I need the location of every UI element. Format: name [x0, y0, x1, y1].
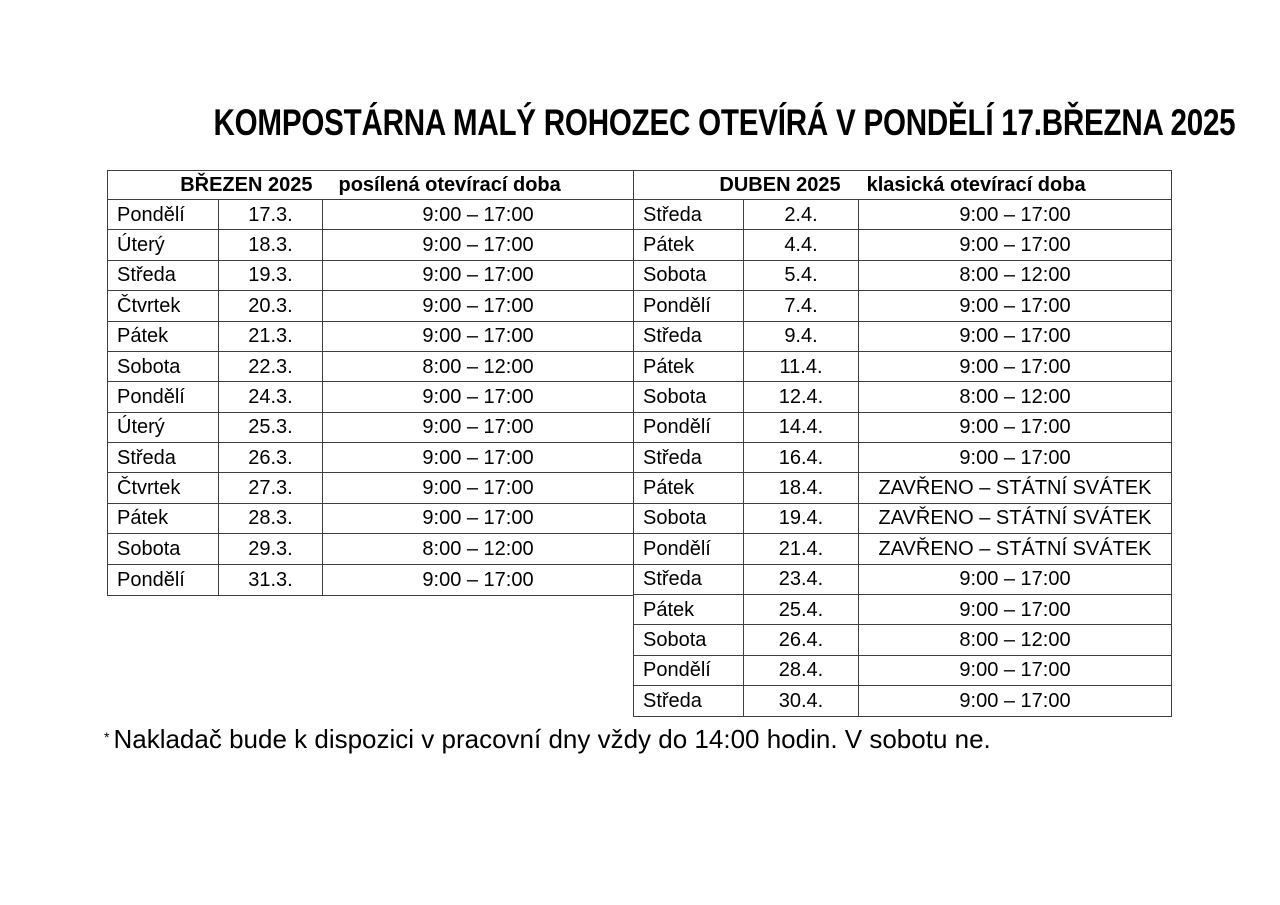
day-cell: Čtvrtek [108, 291, 219, 320]
date-cell: 18.4. [744, 473, 859, 502]
day-cell: Pondělí [108, 200, 219, 229]
day-cell: Středa [634, 565, 744, 594]
april-table-header [634, 171, 1171, 200]
hours-cell: 9:00 – 17:00 [422, 568, 534, 591]
march-schedule-type: posílená otevírací doba [338, 173, 561, 196]
day-cell: Pátek [634, 352, 744, 381]
table-row [634, 200, 1171, 230]
date-cell: 11.4. [744, 352, 859, 381]
hours-cell: 9:00 – 17:00 [959, 568, 1071, 591]
date-cell: 28.4. [744, 656, 859, 685]
date-cell: 17.3. [219, 200, 323, 229]
march-table-body [108, 200, 633, 595]
day-cell: Čtvrtek [108, 473, 219, 502]
hours-cell: 9:00 – 17:00 [959, 446, 1071, 469]
date-cell: 26.4. [744, 625, 859, 654]
hours-cell: 9:00 – 17:00 [959, 294, 1071, 317]
date-cell: 19.4. [744, 504, 859, 533]
april-schedule-type: klasická otevírací doba [866, 173, 1086, 196]
day-cell: Úterý [108, 413, 219, 442]
day-cell: Pondělí [634, 656, 744, 685]
date-cell: 25.3. [219, 413, 323, 442]
day-cell: Sobota [108, 534, 219, 563]
date-cell: 14.4. [744, 413, 859, 442]
table-row [634, 291, 1171, 321]
day-cell: Středa [634, 322, 744, 351]
date-cell: 7.4. [744, 291, 859, 320]
day-cell: Sobota [634, 504, 744, 533]
hours-cell: 9:00 – 17:00 [959, 659, 1071, 682]
date-cell: 19.3. [219, 261, 323, 290]
hours-cell: 8:00 – 12:00 [959, 264, 1071, 287]
date-cell: 2.4. [744, 200, 859, 229]
day-cell: Pondělí [634, 534, 744, 563]
date-cell: 23.4. [744, 565, 859, 594]
day-cell: Pondělí [108, 382, 219, 411]
date-cell: 28.3. [219, 504, 323, 533]
page-title: KOMPOSTÁRNA MALÝ ROHOZEC OTEVÍRÁ V PONDĚLÍ 17.BŘEZNA 2025 [213, 102, 1236, 143]
hours-cell: 8:00 – 12:00 [422, 537, 534, 560]
table-row [634, 443, 1171, 473]
table-row [108, 200, 633, 230]
april-table-body [634, 200, 1171, 716]
hours-cell: ZAVŘENO – STÁTNÍ SVÁTEK [878, 477, 1152, 500]
table-row [108, 534, 633, 564]
table-row [108, 473, 633, 503]
hours-cell: 9:00 – 17:00 [959, 416, 1071, 439]
table-row [634, 322, 1171, 352]
day-cell: Pondělí [108, 565, 219, 595]
date-cell: 12.4. [744, 382, 859, 411]
table-row [634, 261, 1171, 291]
day-cell: Sobota [634, 382, 744, 411]
date-cell: 25.4. [744, 595, 859, 624]
hours-cell: 9:00 – 17:00 [422, 477, 534, 500]
march-table-header [108, 171, 633, 200]
hours-cell: 9:00 – 17:00 [422, 294, 534, 317]
day-cell: Pátek [634, 595, 744, 624]
day-cell: Pondělí [634, 291, 744, 320]
day-cell: Pátek [108, 504, 219, 533]
table-row [108, 382, 633, 412]
table-row [108, 230, 633, 260]
date-cell: 22.3. [219, 352, 323, 381]
day-cell: Středa [108, 261, 219, 290]
table-row [634, 534, 1171, 564]
table-row [634, 565, 1171, 595]
date-cell: 21.3. [219, 322, 323, 351]
date-cell: 31.3. [219, 565, 323, 595]
date-cell: 26.3. [219, 443, 323, 472]
march-month-label: BŘEZEN 2025 [180, 173, 313, 196]
table-row [634, 382, 1171, 412]
hours-cell: 8:00 – 12:00 [959, 385, 1071, 408]
table-row [634, 504, 1171, 534]
day-cell: Středa [634, 443, 744, 472]
date-cell: 29.3. [219, 534, 323, 563]
date-cell: 27.3. [219, 473, 323, 502]
day-cell: Pondělí [634, 413, 744, 442]
table-row [108, 443, 633, 473]
hours-cell: 9:00 – 17:00 [422, 264, 534, 287]
table-row [634, 625, 1171, 655]
day-cell: Úterý [108, 230, 219, 259]
table-row [634, 352, 1171, 382]
hours-cell: ZAVŘENO – STÁTNÍ SVÁTEK [878, 507, 1152, 530]
table-row [108, 352, 633, 382]
table-row [634, 656, 1171, 686]
hours-cell: 8:00 – 12:00 [959, 628, 1071, 651]
table-row [108, 291, 633, 321]
day-cell: Středa [634, 200, 744, 229]
footnote-text: Nakladač bude k dispozici v pracovní dny vždy do 14:00 hodin. V sobotu ne. [113, 724, 991, 754]
day-cell: Pátek [634, 230, 744, 259]
hours-cell: 9:00 – 17:00 [959, 355, 1071, 378]
day-cell: Středa [108, 443, 219, 472]
table-row [108, 565, 633, 595]
table-row [634, 595, 1171, 625]
table-row [634, 686, 1171, 716]
hours-cell: 9:00 – 17:00 [959, 598, 1071, 621]
hours-cell: 9:00 – 17:00 [959, 203, 1071, 226]
hours-cell: 9:00 – 17:00 [422, 416, 534, 439]
hours-cell: 9:00 – 17:00 [422, 385, 534, 408]
schedule-tables [107, 170, 1172, 717]
table-row [108, 261, 633, 291]
hours-cell: 9:00 – 17:00 [422, 234, 534, 257]
date-cell: 21.4. [744, 534, 859, 563]
march-table [107, 170, 633, 596]
hours-cell: 9:00 – 17:00 [422, 507, 534, 530]
date-cell: 30.4. [744, 686, 859, 716]
hours-cell: ZAVŘENO – STÁTNÍ SVÁTEK [878, 537, 1152, 560]
date-cell: 16.4. [744, 443, 859, 472]
table-row [634, 473, 1171, 503]
table-row [108, 322, 633, 352]
day-cell: Středa [634, 686, 744, 716]
table-row [634, 230, 1171, 260]
hours-cell: 8:00 – 12:00 [422, 355, 534, 378]
date-cell: 4.4. [744, 230, 859, 259]
footnote [104, 724, 991, 755]
hours-cell: 9:00 – 17:00 [959, 690, 1071, 713]
hours-cell: 9:00 – 17:00 [959, 234, 1071, 257]
table-row [108, 413, 633, 443]
date-cell: 24.3. [219, 382, 323, 411]
hours-cell: 9:00 – 17:00 [959, 325, 1071, 348]
april-month-label: DUBEN 2025 [719, 173, 841, 196]
hours-cell: 9:00 – 17:00 [422, 203, 534, 226]
day-cell: Sobota [634, 261, 744, 290]
day-cell: Sobota [108, 352, 219, 381]
day-cell: Pátek [634, 473, 744, 502]
date-cell: 5.4. [744, 261, 859, 290]
day-cell: Sobota [634, 625, 744, 654]
date-cell: 18.3. [219, 230, 323, 259]
date-cell: 9.4. [744, 322, 859, 351]
table-row [634, 413, 1171, 443]
april-table [633, 170, 1172, 717]
day-cell: Pátek [108, 322, 219, 351]
hours-cell: 9:00 – 17:00 [422, 325, 534, 348]
table-row [108, 504, 633, 534]
hours-cell: 9:00 – 17:00 [422, 446, 534, 469]
footnote-asterisk: * [104, 729, 110, 745]
date-cell: 20.3. [219, 291, 323, 320]
